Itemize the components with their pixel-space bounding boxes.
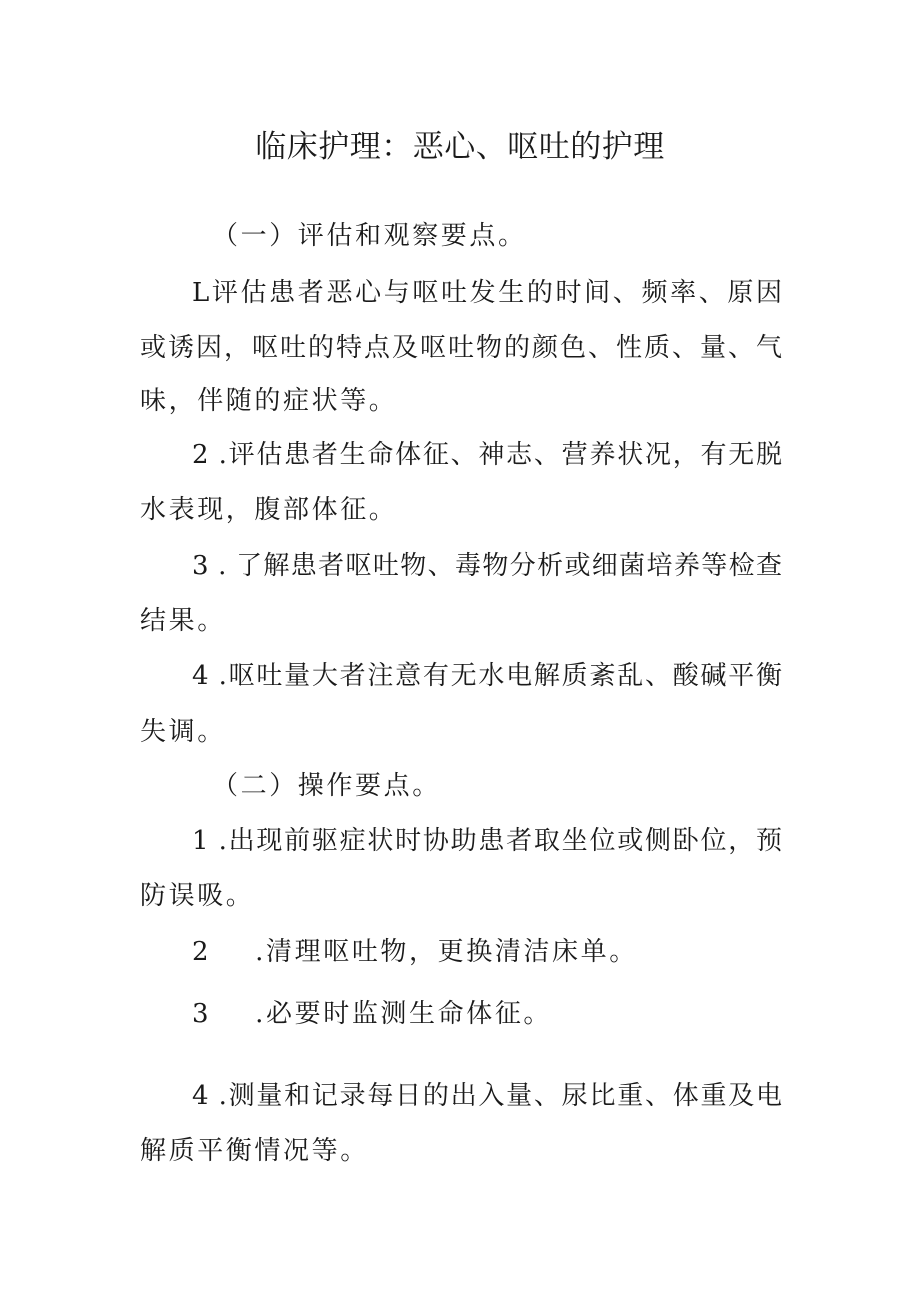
document-title: 临床护理：恶心、呕吐的护理 — [255, 129, 665, 165]
paragraph-line: 味，伴随的症状等。 — [140, 386, 398, 416]
paragraph-line: 结果。 — [140, 606, 226, 636]
paragraph-line: 1 .出现前驱症状时协助患者取坐位或侧卧位，预 — [192, 826, 782, 856]
paragraph-line: 或诱因，呕吐的特点及呕吐物的颜色、性质、量、气 — [140, 333, 782, 363]
section-heading-assessment: （一）评估和观察要点。 — [212, 221, 527, 251]
numbered-line — [192, 932, 782, 972]
list-number: 2 — [192, 937, 212, 967]
section-heading-operation: （二）操作要点。 — [212, 771, 441, 801]
list-text: .必要时监测生命体征。 — [255, 999, 553, 1029]
paragraph-line: 解质平衡情况等。 — [140, 1136, 369, 1166]
list-text: .清理呕吐物，更换清洁床单。 — [255, 937, 638, 967]
list-number: 3 — [192, 999, 212, 1029]
paragraph-line: 2 .评估患者生命体征、神志、营养状况，有无脱 — [192, 440, 782, 470]
numbered-line — [192, 994, 782, 1034]
paragraph-line: 失调。 — [140, 717, 226, 747]
paragraph-line: 4 .测量和记录每日的出入量、尿比重、体重及电 — [192, 1081, 782, 1111]
paragraph-line: L评估患者恶心与呕吐发生的时间、频率、原因 — [192, 278, 782, 308]
paragraph-line: 4 .呕吐量大者注意有无水电解质紊乱、酸碱平衡 — [192, 661, 782, 691]
paragraph-line: 防误吸。 — [140, 881, 255, 911]
paragraph-line: 水表现，腹部体征。 — [140, 495, 398, 525]
paragraph-line: 3 . 了解患者呕吐物、毒物分析或细菌培养等检查 — [192, 551, 782, 581]
